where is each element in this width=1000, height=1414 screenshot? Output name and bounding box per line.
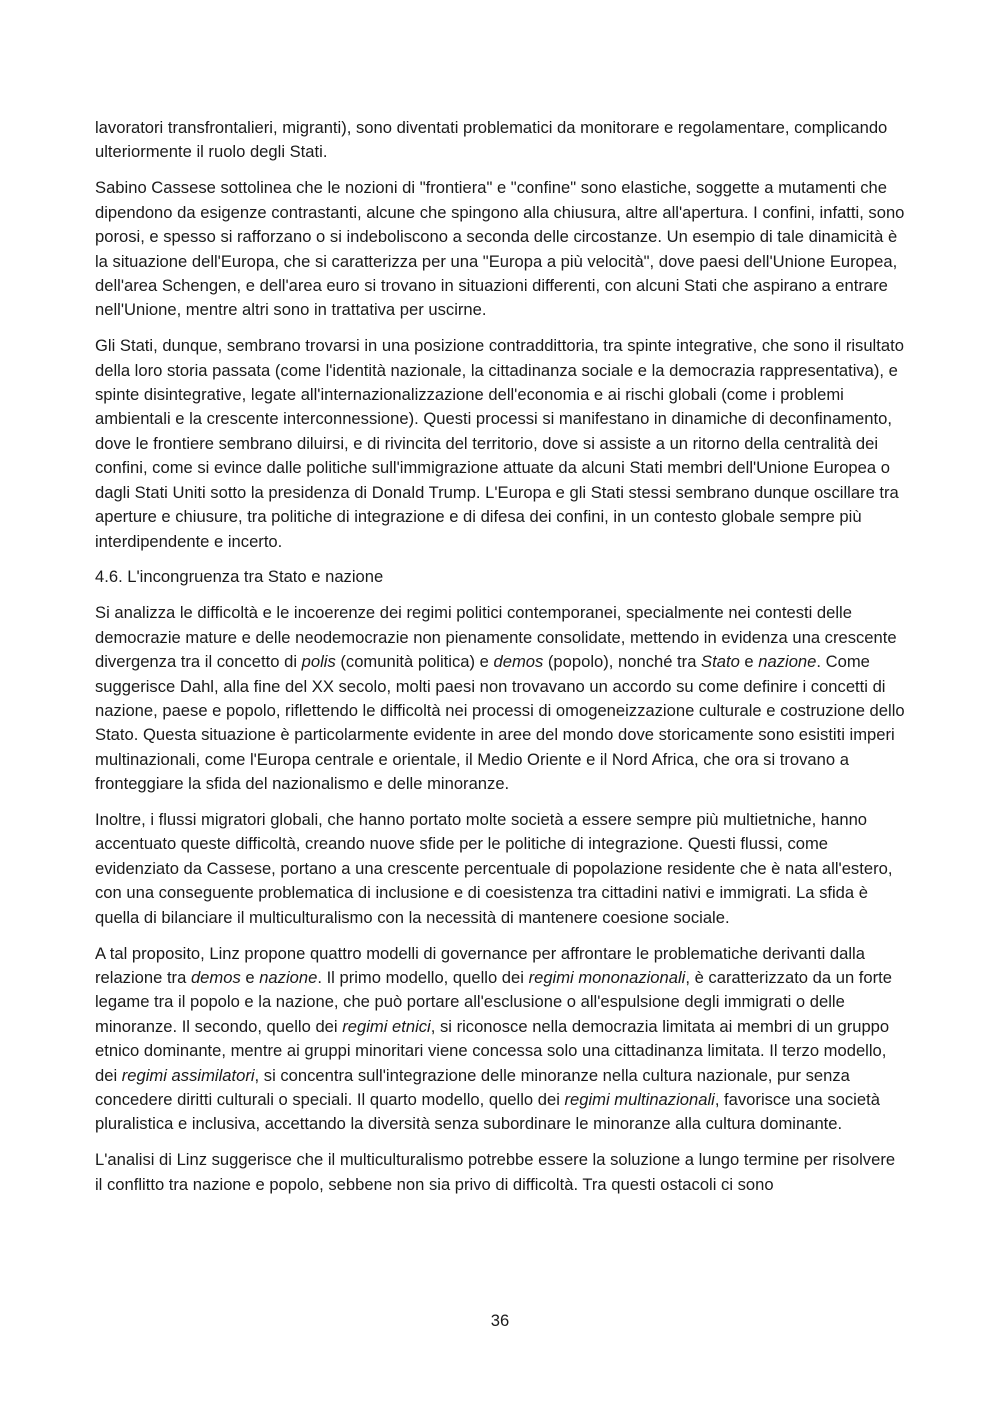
paragraph-cassese-confini: [95, 176, 907, 322]
italic-term: regimi assimilatori: [121, 1065, 255, 1085]
text-run: Gli Stati, dunque, sembrano trovarsi in una posizione contraddittoria, tra spinte integrative, che sono il risultato della loro storia passata (come l'identità nazionale, la cittadinanza sociale e la democrazia rappresentativa), e spinte disintegrative, legate all'internazionalizzazione dell'economia e ai rischi globali (come i problemi ambientali e la crescente interconnessione). Questi processi si manifestano in dinamiche di deconfinamento, dove le frontiere sembrano diluirsi, e di rivincita del territorio, dove si assiste a un ritorno della centralità dei confini, come si evince dalle politiche sull'immigrazione attuate da alcuni Stati membri dell'Unione Europea o dagli Stati Uniti sotto la presidenza di Donald Trump. L'Europa e gli Stati stessi sembrano dunque oscillare tra aperture e chiusure, tra politiche di integrazione e di difesa dei confini, in un contesto globale sempre più interdipendente e incerto.: [95, 336, 904, 551]
text-run: A tal proposito, Linz propone quattro modelli di governance per affrontare le problematiche derivanti dalla relazione tra: [95, 943, 865, 987]
text-run: (comunità politica) e: [335, 652, 494, 672]
paragraph-flussi-migratori: [95, 808, 907, 930]
text-run: . Il primo modello, quello dei: [317, 968, 529, 987]
page-number: 36: [490, 1311, 510, 1330]
text-run: Sabino Cassese sottolinea che le nozioni di "frontiera" e "confine" sono elastiche, soggette a mutamenti che dipendono da esigenze contrastanti, alcune che spingono alla chiusura, altre all'apertura. I confini, infatti, sono porosi, e spesso si rafforzano o si indeboliscono a seconda delle circostanze. Un esempio di tale dinamicità è la situazione dell'Europa, che si caratterizza per una "Europa a più velocità", dove paesi dell'Unione Europea, dell'area Schengen, e dell'area euro si trovano in situazioni differenti, con alcuni Stati che aspirano a entrare nell'Unione, mentre altri sono in trattativa per uscirne.: [95, 178, 905, 320]
text-run: (popolo), nonché tra: [543, 652, 702, 672]
document-body: [95, 116, 907, 1209]
text-run: , è caratterizzato da un forte legame tra il popolo e la nazione, che può portare all'esclusione o all'espulsione degli immigrati o delle minoranze. Il secondo, quello dei: [95, 968, 892, 1036]
text-run: 4.6. L'incongruenza tra Stato e nazione: [95, 567, 384, 587]
italic-term: regimi etnici: [342, 1016, 431, 1036]
text-run: , si concentra sull'integrazione delle minoranze nella cultura nazionale, pur senza concedere diritti culturali o speciali. Il quarto modello, quello dei: [95, 1065, 850, 1110]
paragraph-analisi-linz: [95, 1148, 907, 1197]
italic-term: Stato: [701, 652, 740, 672]
text-run: lavoratori transfrontalieri, migranti), sono diventati problematici da monitorare e regolamentare, complicando ulteriormente il ruolo degli Stati.: [95, 118, 888, 162]
italic-term: nazione: [758, 652, 817, 672]
text-run: e: [739, 652, 759, 672]
italic-term: nazione: [259, 968, 318, 987]
italic-term: demos: [190, 968, 241, 987]
text-run: . Come suggerisce Dahl, alla fine del XX secolo, molti paesi non trovavano un accordo su come definire i concetti di nazione, paese e popolo, riflettendo le difficoltà nei processi di omogeneizzazione culturale e costruzione dello Stato. Questa situazione è particolarmente evidente in aree del mondo dove storicamente sono esistiti imperi multinazionali, come l'Europa centrale e orientale, il Medio Oriente e il Nord Africa, che ora si trovano a fronteggiare la sfida del nazionalismo e delle minoranze.: [95, 652, 905, 794]
text-run: Inoltre, i flussi migratori globali, che hanno portato molte società a essere sempre più multietniche, hanno accentuato queste difficoltà, creando nuove sfide per le politiche di integrazione. Questi flussi, come evidenziato da Cassese, portano a una crescente percentuale di popolazione residente che è nata all'estero, con una conseguente problematica di inclusione e di coesistenza tra cittadini nativi e immigrati. La sfida è quella di bilanciare il multiculturalismo con la necessità di mantenere coesione sociale.: [95, 810, 893, 927]
text-run: , si riconosce nella democrazia limitata ai membri di un gruppo etnico dominante, mentre ai gruppi minoritari viene concessa solo una cittadinanza limitata. Il terzo modello, dei: [95, 1016, 890, 1085]
text-run: , favorisce una società pluralistica e inclusiva, accettando la diversità senza subordinare le minoranze alla cultura dominante.: [95, 1090, 880, 1134]
text-run: Si analizza le difficoltà e le incoerenze dei regimi politici contemporanei, specialmente nei contesti delle democrazie mature e delle neodemocrazie non pienamente consolidate, mettendo in evidenza una crescente divergenza tra il concetto di: [95, 603, 897, 672]
italic-term: regimi multinazionali: [564, 1090, 715, 1110]
italic-term: polis: [301, 652, 336, 672]
text-run: L'analisi di Linz suggerisce che il multiculturalismo potrebbe essere la soluzione a lungo termine per risolvere il conflitto tra nazione e popolo, sebbene non sia privo di difficoltà. Tra questi ostacoli ci sono: [95, 1150, 896, 1194]
text-run: e: [240, 968, 260, 987]
paragraph-incoerenze-regimi: [95, 601, 907, 796]
italic-term: demos: [493, 652, 544, 672]
paragraph-linz-modelli: [95, 942, 907, 1137]
paragraph-stati-contraddittoria: [95, 334, 907, 554]
italic-term: regimi mononazionali: [528, 968, 686, 987]
section-heading: [95, 565, 907, 589]
paragraph-frontalieri: [95, 116, 907, 165]
